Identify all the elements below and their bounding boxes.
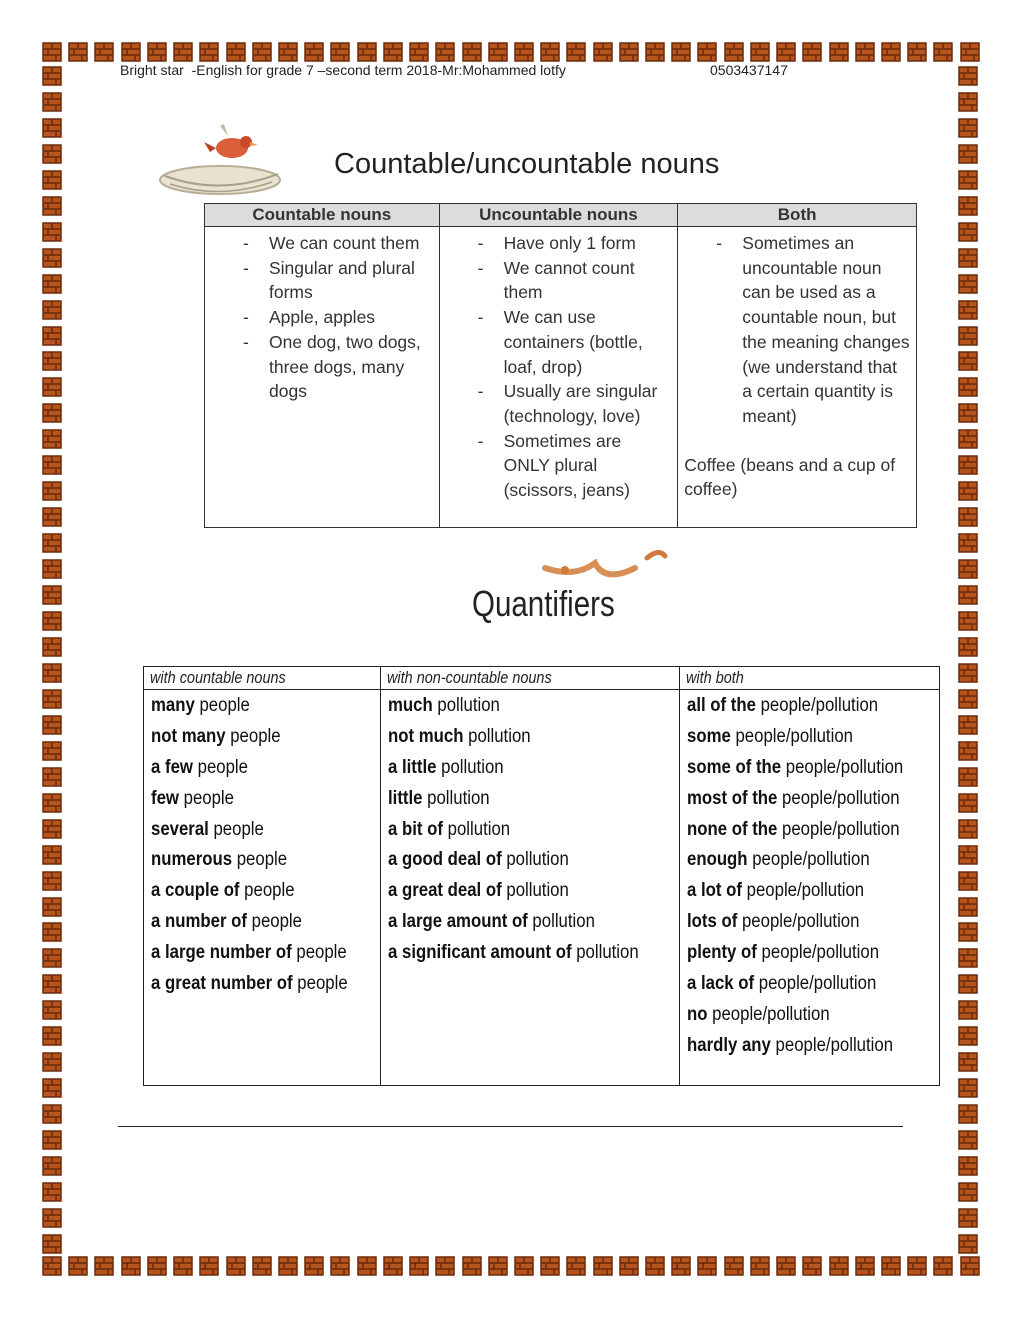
border-brick-icon [435,1256,455,1276]
border-brick-icon [42,767,62,787]
border-brick-icon [121,42,141,62]
quantifier-word: little [387,786,423,809]
quantifier-word: numerous [151,848,233,871]
quantifier-noun: people [292,972,348,995]
border-brick-icon [958,1104,978,1124]
border-brick-icon [42,248,62,268]
border-brick-icon [42,481,62,501]
quantifier-noun: people [208,817,264,840]
header-uncountable: Uncountable nouns [439,204,678,227]
list-item: - Singular and plural forms [211,256,433,305]
quantifier-noun: people/pollution [747,848,870,871]
border-brick-icon [802,42,822,62]
border-brick-icon [42,326,62,346]
list-item: - One dog, two dogs, three dogs, many dogs [211,330,433,404]
quantifier-word: many [151,694,195,716]
border-brick-icon [802,1256,822,1276]
quantifier-noun: people/pollution [781,755,904,778]
border-brick-icon [958,170,978,190]
border-brick-icon [357,42,377,62]
border-brick-icon [42,611,62,631]
border-brick-icon [42,92,62,112]
border-brick-icon [514,1256,534,1276]
border-brick-icon [958,689,978,709]
border-brick-icon [697,42,717,62]
header-both: Both [678,204,917,227]
border-brick-icon [330,42,350,62]
border-brick-icon [671,42,691,62]
quantifier-item [687,879,938,910]
border-brick-icon [958,533,978,553]
quantifier-noun: pollution [422,786,490,809]
quantifier-noun: people/pollution [707,1002,830,1025]
border-brick-icon [94,1256,114,1276]
page-header [120,62,788,78]
border-brick-icon [147,1256,167,1276]
header-with-noncountable: with non-countable nouns [380,667,680,690]
quantifier-item [151,910,380,941]
border-brick-icon [907,1256,927,1276]
border-brick-icon [383,42,403,62]
quantifier-item [388,787,680,818]
quantifier-noun: pollution [501,848,569,871]
border-brick-icon [724,1256,744,1276]
border-brick-icon [42,66,62,86]
quantifiers-both-column [680,690,939,1086]
border-brick-icon [42,585,62,605]
quantifier-item [388,818,680,849]
quantifier-word: enough [687,848,748,871]
quantifier-noun: people/pollution [771,1033,894,1056]
quantifier-noun: people/pollution [737,910,860,933]
border-brick-icon [958,1052,978,1072]
border-brick-icon [593,1256,613,1276]
border-brick-icon [462,1256,482,1276]
list-item: - Apple, apples [211,305,433,330]
quantifier-noun: pollution [527,910,595,933]
border-brick-icon [42,42,62,62]
border-brick-icon [958,637,978,657]
bottom-rule [118,1126,903,1127]
border-brick-icon [42,922,62,942]
border-brick-icon [855,1256,875,1276]
border-brick-icon [958,1156,978,1176]
border-brick-icon [960,1256,980,1276]
border-brick-icon [488,42,508,62]
quantifier-word: few [151,786,179,809]
quantifier-noun: people [239,879,295,902]
border-brick-icon [958,845,978,865]
quantifier-word: a bit of [387,817,443,840]
border-brick-icon [958,922,978,942]
border-brick-icon [42,144,62,164]
border-brick-icon [42,1156,62,1176]
border-brick-icon [958,897,978,917]
border-brick-icon [855,42,875,62]
border-brick-icon [958,1026,978,1046]
border-brick-icon [958,1234,978,1254]
border-brick-icon [881,42,901,62]
border-brick-icon [958,871,978,891]
header-phone: 0503437147 [710,62,788,78]
border-brick-icon [42,819,62,839]
border-brick-icon [147,42,167,62]
border-brick-icon [540,42,560,62]
border-brick-icon [645,1256,665,1276]
border-brick-icon [933,1256,953,1276]
uncountable-cell [439,227,678,528]
countable-cell [205,227,440,528]
quantifier-item [151,725,380,756]
header-countable: Countable nouns [205,204,440,227]
quantifier-item [388,879,680,910]
list-item: - Sometimes are ONLY plural (scissors, jeans) [446,429,672,503]
border-brick-icon [42,1078,62,1098]
quantifier-word: a few [151,755,193,778]
border-brick-icon [958,351,978,371]
quantifier-noun: people/pollution [754,972,877,995]
border-brick-icon [226,42,246,62]
quantifier-item [687,694,938,725]
border-brick-icon [958,66,978,86]
quantifier-noun: people [178,786,234,809]
countable-uncountable-table [204,203,917,528]
border-brick-icon [42,429,62,449]
quantifier-noun: people/pollution [742,879,865,902]
border-brick-icon [958,559,978,579]
quantifier-word: lots of [687,910,738,933]
border-brick-icon [409,42,429,62]
border-brick-icon [566,1256,586,1276]
quantifier-item [151,818,380,849]
border-brick-icon [199,1256,219,1276]
border-brick-icon [958,429,978,449]
border-brick-icon [42,274,62,294]
border-brick-icon [958,377,978,397]
border-brick-icon [958,144,978,164]
border-brick-icon [68,42,88,62]
quantifier-word: a great number of [151,972,293,995]
quantifier-item [388,725,680,756]
quantifier-word: a large number of [151,941,292,964]
quantifier-noun: people/pollution [756,694,879,716]
border-brick-icon [958,507,978,527]
quantifier-word: much [387,694,433,716]
quantifier-word: a great deal of [387,879,502,902]
border-brick-icon [958,974,978,994]
border-brick-icon [435,42,455,62]
quantifier-noun: people [192,755,248,778]
border-brick-icon [42,974,62,994]
border-brick-icon [278,42,298,62]
border-brick-icon [619,1256,639,1276]
border-brick-icon [42,663,62,683]
border-brick-icon [94,42,114,62]
quantifier-noun: pollution [501,879,569,902]
border-brick-icon [42,637,62,657]
quantifier-item [151,787,380,818]
list-item: - Sometimes an uncountable noun can be used as a countable noun, but the meaning changes (we understand that a certain quantity is meant) [684,231,910,429]
quantifier-item [388,694,680,725]
border-brick-icon [252,42,272,62]
border-brick-icon [671,1256,691,1276]
quantifier-item [687,941,938,972]
border-brick-icon [42,1208,62,1228]
quantifier-word: none of the [687,817,778,840]
border-brick-icon [829,1256,849,1276]
border-brick-icon [958,326,978,346]
border-brick-icon [958,481,978,501]
quantifier-noun: people/pollution [777,786,900,809]
border-brick-icon [304,1256,324,1276]
quantifier-noun: people/pollution [731,724,854,747]
border-brick-icon [958,222,978,242]
quantifier-item [388,848,680,879]
watermark-mark [535,538,675,588]
section1-title: Countable/uncountable nouns [334,148,720,180]
border-brick-icon [42,689,62,709]
border-brick-icon [776,42,796,62]
border-brick-icon [514,42,534,62]
quantifiers-table [143,666,940,1086]
border-brick-icon [42,507,62,527]
quantifier-item [687,725,938,756]
border-brick-icon [697,1256,717,1276]
quantifier-noun: people/pollution [777,817,900,840]
border-brick-icon [42,196,62,216]
quantifier-word: a good deal of [387,848,502,871]
page-border-top [42,42,980,64]
border-brick-icon [42,948,62,968]
border-brick-icon [42,1130,62,1150]
border-brick-icon [42,1256,62,1276]
border-brick-icon [958,1078,978,1098]
border-brick-icon [42,897,62,917]
border-brick-icon [958,1208,978,1228]
border-brick-icon [958,248,978,268]
quantifier-item [687,787,938,818]
list-item: - Usually are singular (technology, love) [446,379,672,428]
border-brick-icon [226,1256,246,1276]
list-item: - We can count them [211,231,433,256]
border-brick-icon [42,222,62,242]
border-brick-icon [958,1182,978,1202]
quantifier-noun: people [232,848,288,871]
border-brick-icon [462,42,482,62]
border-brick-icon [724,42,744,62]
border-brick-icon [881,1256,901,1276]
quantifier-word: not many [151,724,226,747]
border-brick-icon [278,1256,298,1276]
quantifier-item [388,756,680,787]
border-brick-icon [933,42,953,62]
quantifier-word: a number of [151,910,247,933]
quantifier-word: all of the [687,694,757,716]
border-brick-icon [619,42,639,62]
quantifier-word: a significant amount of [387,941,572,964]
quantifier-item [687,972,938,1003]
quantifier-word: a little [387,755,437,778]
quantifier-word: a couple of [151,879,240,902]
quantifier-item [151,972,380,1003]
border-brick-icon [958,1130,978,1150]
border-brick-icon [958,585,978,605]
border-brick-icon [383,1256,403,1276]
border-brick-icon [958,663,978,683]
quantifier-item [687,818,938,849]
border-brick-icon [42,741,62,761]
border-brick-icon [958,92,978,112]
border-brick-icon [958,819,978,839]
quantifier-item [687,1003,938,1034]
border-brick-icon [330,1256,350,1276]
list-item: - We can use containers (bottle, loaf, drop) [446,305,672,379]
border-brick-icon [958,403,978,423]
border-brick-icon [42,300,62,320]
quantifier-noun: pollution [432,694,500,716]
list-item: - Have only 1 form [446,231,672,256]
border-brick-icon [750,1256,770,1276]
quantifier-item [687,848,938,879]
header-text: Bright star -English for grade 7 –second term 2018-Mr:Mohammed lotfy [120,62,566,78]
quantifier-item [388,941,680,972]
quantifier-noun: people [291,941,347,964]
border-brick-icon [958,741,978,761]
header-with-both: with both [680,667,939,690]
quantifier-noun: people [194,694,250,716]
border-brick-icon [907,42,927,62]
border-brick-icon [42,1000,62,1020]
both-cell [678,227,917,528]
border-brick-icon [958,455,978,475]
quantifier-noun: people [246,910,302,933]
border-brick-icon [42,351,62,371]
both-example: Coffee (beans and a cup of coffee) [684,454,896,500]
section2-title: Quantifiers [472,583,615,624]
border-brick-icon [42,118,62,138]
quantifier-item [151,879,380,910]
quantifier-word: a large amount of [387,910,528,933]
border-brick-icon [958,300,978,320]
border-brick-icon [776,1256,796,1276]
border-brick-icon [252,1256,272,1276]
border-brick-icon [42,533,62,553]
border-brick-icon [540,1256,560,1276]
quantifier-word: hardly any [687,1033,772,1056]
border-brick-icon [958,274,978,294]
quantifier-noun: pollution [571,941,639,964]
quantifier-word: several [151,817,209,840]
quantifier-item [687,910,938,941]
quantifier-item [151,941,380,972]
border-brick-icon [42,455,62,475]
border-brick-icon [829,42,849,62]
border-brick-icon [42,1104,62,1124]
list-item: - We cannot count them [446,256,672,305]
border-brick-icon [42,1182,62,1202]
quantifier-item [388,910,680,941]
border-brick-icon [42,871,62,891]
border-brick-icon [958,118,978,138]
border-brick-icon [42,845,62,865]
border-brick-icon [173,1256,193,1276]
border-brick-icon [42,715,62,735]
border-brick-icon [304,42,324,62]
quantifier-item [151,694,380,725]
page-border-left [42,66,64,1254]
quantifier-noun: pollution [463,724,531,747]
border-brick-icon [42,1026,62,1046]
quantifier-item [687,756,938,787]
quantifier-item [151,848,380,879]
border-brick-icon [42,1234,62,1254]
border-brick-icon [750,42,770,62]
border-brick-icon [958,715,978,735]
border-brick-icon [357,1256,377,1276]
border-brick-icon [42,1052,62,1072]
border-brick-icon [958,793,978,813]
border-brick-icon [960,42,980,62]
border-brick-icon [199,42,219,62]
quantifier-noun: pollution [436,755,504,778]
quantifier-word: no [687,1002,708,1025]
page-border-bottom [42,1256,980,1278]
border-brick-icon [958,767,978,787]
border-brick-icon [121,1256,141,1276]
border-brick-icon [958,1000,978,1020]
quantifiers-noncountable-column [380,690,680,1086]
border-brick-icon [958,611,978,631]
border-brick-icon [409,1256,429,1276]
border-brick-icon [42,559,62,579]
quantifier-word: a lack of [687,972,755,995]
border-brick-icon [593,42,613,62]
quantifier-item [687,1034,938,1065]
quantifier-word: plenty of [687,941,758,964]
bird-nest-illustration [150,118,300,208]
border-brick-icon [488,1256,508,1276]
quantifier-noun: people/pollution [757,941,880,964]
border-brick-icon [42,793,62,813]
border-brick-icon [958,196,978,216]
quantifier-word: not much [387,724,464,747]
border-brick-icon [68,1256,88,1276]
border-brick-icon [42,403,62,423]
quantifier-word: some [687,724,732,747]
border-brick-icon [42,377,62,397]
quantifier-item [151,756,380,787]
quantifier-noun: pollution [442,817,510,840]
quantifier-word: some of the [687,755,782,778]
page-border-right [958,66,980,1254]
quantifier-noun: people [225,724,281,747]
quantifier-word: most of the [687,786,778,809]
border-brick-icon [958,948,978,968]
header-with-countable: with countable nouns [144,667,381,690]
quantifiers-countable-column [144,690,381,1086]
quantifier-word: a lot of [687,879,743,902]
border-brick-icon [566,42,586,62]
border-brick-icon [42,170,62,190]
border-brick-icon [173,42,193,62]
border-brick-icon [645,42,665,62]
